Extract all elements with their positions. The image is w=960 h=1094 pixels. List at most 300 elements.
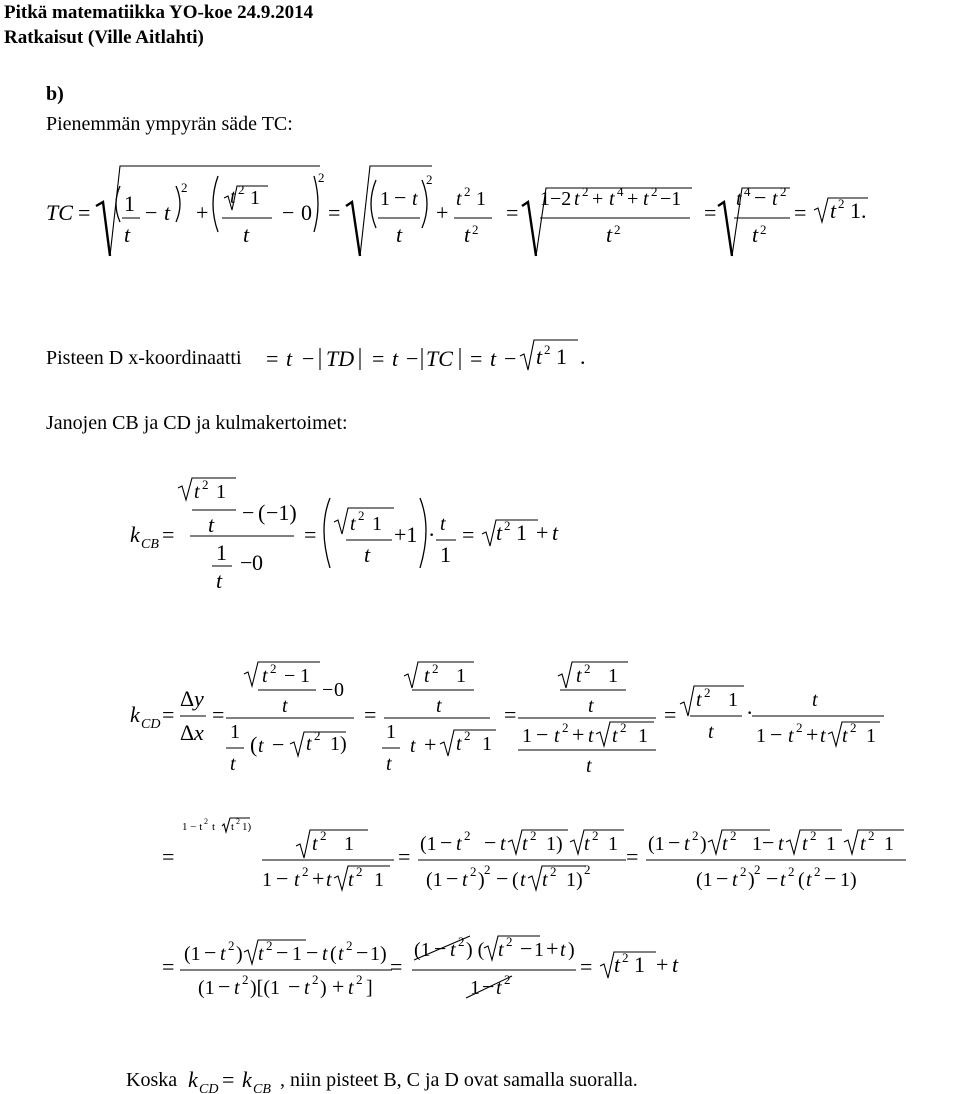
svg-text:t: t: [230, 186, 236, 208]
svg-text:1: 1: [556, 344, 567, 369]
svg-text:−: −: [520, 936, 533, 961]
svg-text:−: −: [276, 866, 289, 891]
svg-text:t: t: [496, 520, 503, 545]
tc-equation: [46, 166, 868, 256]
svg-text:1: 1: [884, 833, 894, 855]
svg-text:2: 2: [464, 828, 471, 843]
svg-text:t: t: [348, 977, 354, 999]
svg-text:t: t: [606, 222, 613, 247]
svg-text:2: 2: [730, 828, 737, 843]
svg-text:t: t: [778, 833, 784, 855]
svg-text:2: 2: [312, 972, 319, 987]
slopes-text: Janojen CB ja CD ja kulmakertoimet:: [46, 412, 348, 434]
svg-text:−: −: [240, 550, 253, 575]
svg-text:−: −: [288, 974, 301, 999]
svg-text:t: t: [536, 344, 543, 369]
conclusion-formula: [188, 1067, 271, 1094]
svg-text:2: 2: [470, 864, 477, 879]
svg-text:]: ]: [366, 977, 373, 999]
svg-text:t: t: [736, 188, 742, 210]
svg-text:+: +: [536, 520, 549, 545]
svg-text:(1: (1: [648, 833, 665, 855]
svg-text:): ): [478, 869, 485, 891]
svg-text:=: =: [470, 346, 483, 371]
svg-text:(1: (1: [420, 833, 437, 855]
svg-text:t: t: [258, 735, 264, 757]
svg-text:1: 1: [230, 721, 240, 743]
svg-text:t: t: [609, 188, 615, 210]
svg-text:(1: (1: [414, 939, 431, 961]
svg-text:2: 2: [838, 196, 845, 211]
svg-text:t: t: [722, 833, 728, 855]
svg-text:2: 2: [704, 685, 711, 700]
svg-text:(: (: [512, 869, 519, 891]
svg-text:t: t: [396, 222, 403, 247]
svg-text:+: +: [627, 188, 639, 210]
svg-text:=: =: [304, 522, 317, 547]
svg-text:CB: CB: [253, 1082, 271, 1094]
svg-text:2: 2: [868, 828, 875, 843]
svg-text:=: =: [506, 200, 519, 225]
svg-text:=: =: [462, 522, 475, 547]
kcd-equation-line3: [162, 934, 679, 999]
svg-text:t: t: [364, 542, 371, 567]
svg-text:t: t: [350, 513, 356, 535]
svg-text:t: t: [410, 735, 416, 757]
header-author: Ratkaisut (Ville Aitlahti): [4, 27, 204, 48]
svg-text:t: t: [830, 198, 837, 223]
svg-text:t: t: [842, 725, 848, 747]
svg-text:Δ: Δ: [180, 686, 195, 711]
svg-text:t: t: [588, 725, 594, 747]
svg-text:t: t: [614, 952, 621, 977]
svg-text:−: −: [484, 830, 497, 855]
svg-text:−: −: [306, 940, 319, 965]
svg-text:2: 2: [458, 934, 465, 949]
svg-text:=: =: [78, 200, 91, 225]
svg-text:=: =: [504, 702, 517, 727]
svg-text:1: 1: [380, 188, 390, 210]
svg-text:=: =: [364, 702, 377, 727]
svg-text:2: 2: [204, 817, 208, 826]
svg-text:2: 2: [796, 720, 803, 735]
svg-text:(: (: [798, 869, 805, 891]
svg-text:t: t: [696, 689, 702, 711]
svg-text:t: t: [780, 869, 786, 891]
svg-text:2: 2: [814, 864, 821, 879]
svg-text:+: +: [424, 732, 437, 757]
svg-text:+: +: [546, 936, 559, 961]
svg-text:t: t: [643, 188, 649, 210]
svg-text:0: 0: [334, 679, 344, 701]
svg-text:2: 2: [506, 934, 513, 949]
svg-text:t: t: [788, 725, 794, 747]
svg-text:t: t: [282, 695, 288, 717]
svg-text:t: t: [312, 833, 318, 855]
svg-text:=: =: [704, 200, 717, 225]
svg-text:−: −: [440, 830, 453, 855]
svg-text:4: 4: [617, 184, 624, 199]
svg-text:2: 2: [584, 661, 591, 676]
svg-text:1: 1: [440, 542, 451, 567]
svg-text:1: 1: [344, 833, 354, 855]
svg-text:CB: CB: [141, 537, 159, 552]
svg-text:t: t: [584, 833, 590, 855]
svg-text:+: +: [436, 200, 449, 225]
svg-text:1: 1: [522, 725, 532, 747]
svg-text:t: t: [612, 725, 618, 747]
svg-text:2: 2: [270, 661, 277, 676]
svg-text:−: −: [145, 200, 158, 225]
svg-text:1: 1: [866, 725, 876, 747]
svg-text:−1: −1: [660, 188, 682, 210]
svg-text:2: 2: [562, 720, 569, 735]
svg-text:2: 2: [760, 222, 767, 237]
svg-text:t: t: [456, 188, 462, 210]
svg-text:1: 1: [516, 520, 527, 545]
svg-text:t: t: [124, 222, 131, 247]
svg-text:TD: TD: [326, 346, 355, 371]
svg-text:2: 2: [472, 222, 479, 237]
svg-text:−: −: [536, 722, 549, 747]
svg-text:): ): [320, 977, 327, 999]
svg-text:2: 2: [202, 477, 209, 492]
svg-text:2: 2: [651, 184, 658, 199]
svg-text:−: −: [824, 866, 837, 891]
svg-text:.: .: [580, 344, 586, 369]
svg-text:1: 1: [216, 481, 226, 503]
svg-text:1: 1: [728, 689, 738, 711]
svg-text:−1): −1): [266, 500, 297, 525]
svg-text:k: k: [242, 1067, 252, 1092]
svg-text:2: 2: [544, 342, 551, 357]
svg-text:−: −: [434, 936, 447, 961]
svg-text:1: 1: [374, 869, 384, 891]
svg-text:1): 1): [546, 833, 563, 855]
svg-text:2: 2: [432, 661, 439, 676]
svg-text:1: 1: [300, 665, 310, 687]
svg-text:t: t: [338, 943, 344, 965]
svg-text:t: t: [230, 753, 236, 775]
svg-text:t: t: [392, 346, 399, 371]
svg-text:1: 1: [250, 187, 260, 209]
svg-text:t: t: [752, 222, 759, 247]
svg-text:2: 2: [788, 864, 795, 879]
svg-text:t: t: [490, 346, 497, 371]
svg-text:TC: TC: [46, 200, 73, 225]
svg-text:(: (: [258, 500, 266, 525]
svg-text:1: 1: [608, 833, 618, 855]
conclusion-suffix: , niin pisteet B, C ja D ovat samalla suoralla.: [280, 1069, 638, 1091]
svg-text:t: t: [588, 695, 594, 717]
svg-text:t: t: [306, 733, 312, 755]
svg-text:1: 1: [634, 952, 645, 977]
svg-text:+: +: [332, 974, 345, 999]
svg-text:k: k: [130, 702, 140, 727]
svg-text:2: 2: [358, 508, 365, 523]
svg-text:t: t: [500, 833, 506, 855]
svg-text:−: −: [482, 974, 495, 999]
svg-text:=: =: [390, 954, 403, 979]
svg-text:t: t: [732, 869, 738, 891]
svg-text:2: 2: [810, 828, 817, 843]
svg-text:t: t: [456, 733, 462, 755]
svg-text:): ): [700, 833, 707, 855]
svg-text:t: t: [294, 869, 300, 891]
svg-text:−: −: [302, 346, 315, 371]
svg-text:t: t: [498, 939, 504, 961]
kcd-equation-line2: [162, 817, 906, 891]
svg-text:t: t: [262, 665, 268, 687]
svg-text:t: t: [574, 188, 580, 210]
svg-text:−: −: [204, 940, 217, 965]
svg-text:Δ: Δ: [180, 720, 195, 745]
section-label: b): [46, 83, 64, 105]
kcb-equation: [130, 477, 559, 593]
svg-text:t: t: [542, 869, 548, 891]
svg-text:1: 1: [456, 665, 466, 687]
svg-text:t: t: [164, 200, 171, 225]
svg-text:2: 2: [236, 817, 240, 826]
svg-text:2: 2: [484, 862, 491, 877]
svg-text:1): 1): [330, 733, 347, 755]
svg-text:2: 2: [426, 172, 433, 187]
svg-text:t: t: [554, 725, 560, 747]
svg-text:t: t: [208, 512, 215, 537]
svg-text:2: 2: [504, 972, 511, 987]
svg-text:1: 1: [482, 733, 492, 755]
svg-text:t: t: [522, 833, 528, 855]
svg-text:=: =: [328, 200, 341, 225]
svg-text:−: −: [716, 866, 729, 891]
svg-text:t: t: [243, 222, 250, 247]
svg-text:1: 1: [756, 725, 766, 747]
svg-text:=: =: [222, 1067, 235, 1092]
svg-text:+: +: [312, 866, 325, 891]
svg-text:(: (: [330, 943, 337, 965]
kcd-equation: [130, 661, 884, 777]
svg-text:t: t: [212, 821, 216, 833]
svg-text:2: 2: [582, 184, 589, 199]
svg-text:t: t: [436, 695, 442, 717]
svg-text:t: t: [802, 833, 808, 855]
svg-text:−: −: [504, 346, 517, 371]
svg-text:0: 0: [301, 200, 312, 225]
svg-text:t: t: [806, 869, 812, 891]
x-coordinate-equation: [266, 340, 586, 371]
svg-text:−: −: [668, 830, 681, 855]
svg-text:1: 1: [638, 725, 648, 747]
svg-text:2: 2: [754, 862, 761, 877]
svg-text:2: 2: [620, 720, 627, 735]
svg-text:t: t: [440, 513, 446, 535]
svg-text:2: 2: [318, 170, 325, 185]
svg-text:1: 1: [470, 977, 480, 999]
svg-text:+: +: [806, 722, 819, 747]
svg-text:1−2: 1−2: [540, 188, 572, 210]
svg-text:): ): [236, 943, 243, 965]
svg-text:−: −: [406, 346, 419, 371]
svg-text:=: =: [266, 346, 279, 371]
svg-text:t: t: [812, 689, 818, 711]
svg-text:1): 1): [840, 869, 857, 891]
svg-text:2: 2: [550, 864, 557, 879]
svg-text:−: −: [394, 185, 407, 210]
svg-text:−: −: [322, 679, 334, 701]
svg-text:t: t: [586, 755, 592, 777]
svg-text:t: t: [286, 346, 293, 371]
svg-text:=: =: [162, 954, 175, 979]
svg-text:k: k: [188, 1067, 198, 1092]
svg-text:=: =: [626, 844, 639, 869]
svg-text:t: t: [258, 943, 264, 965]
svg-text:−: −: [218, 974, 231, 999]
svg-text:2: 2: [346, 938, 353, 953]
svg-text:t: t: [424, 665, 430, 687]
svg-text:x: x: [194, 720, 204, 745]
svg-text:=: =: [398, 844, 411, 869]
svg-text:−: −: [284, 665, 296, 687]
svg-text:1.: 1.: [850, 198, 867, 223]
svg-text:1: 1: [386, 721, 396, 743]
svg-text:2: 2: [242, 972, 249, 987]
svg-text:1: 1: [372, 513, 382, 535]
svg-text:(1: (1: [198, 977, 215, 999]
svg-text:1): 1): [566, 869, 583, 891]
svg-text:(1: (1: [184, 943, 201, 965]
svg-text:t: t: [231, 821, 235, 833]
svg-text:2: 2: [228, 938, 235, 953]
svg-text:−: −: [272, 732, 285, 757]
svg-text:=: =: [794, 200, 807, 225]
svg-text:=: =: [664, 702, 677, 727]
svg-text:+1: +1: [394, 522, 418, 547]
svg-text:t: t: [772, 188, 778, 210]
svg-text:t: t: [220, 943, 226, 965]
svg-text:2: 2: [780, 184, 787, 199]
svg-text:−: −: [496, 866, 509, 891]
svg-text:2: 2: [464, 728, 471, 743]
svg-text:1: 1: [262, 869, 272, 891]
svg-text:2: 2: [181, 180, 188, 195]
svg-text:−: −: [766, 866, 779, 891]
svg-text:t: t: [520, 869, 526, 891]
svg-text:+: +: [572, 722, 585, 747]
svg-text:2: 2: [614, 222, 621, 237]
svg-text:=: =: [372, 346, 385, 371]
svg-text:t: t: [684, 833, 690, 855]
svg-text:2: 2: [740, 864, 747, 879]
svg-text:t: t: [234, 977, 240, 999]
svg-text:2: 2: [356, 972, 363, 987]
svg-text:t: t: [450, 939, 456, 961]
svg-text:t: t: [672, 952, 679, 977]
svg-text:t: t: [576, 665, 582, 687]
svg-text:2: 2: [592, 828, 599, 843]
svg-text:t: t: [216, 568, 223, 593]
svg-text:2: 2: [356, 864, 363, 879]
svg-text:1: 1: [292, 943, 302, 965]
svg-text:·: ·: [746, 700, 754, 725]
conclusion-prefix: Koska: [126, 1069, 178, 1091]
svg-text:t: t: [304, 977, 310, 999]
svg-text:4: 4: [744, 184, 751, 199]
svg-text:t: t: [462, 869, 468, 891]
svg-text:=: =: [162, 702, 175, 727]
svg-text:t: t: [456, 833, 462, 855]
svg-text:1: 1: [216, 540, 227, 565]
svg-text:2: 2: [464, 184, 471, 199]
svg-text:k: k: [130, 522, 140, 547]
header-title: Pitkä matematiikka YO-koe 24.9.2014: [4, 2, 314, 23]
svg-text:+: +: [656, 952, 669, 977]
svg-text:1: 1: [826, 833, 836, 855]
x-coordinate-text: Pisteen D x-koordinaatti: [46, 347, 242, 369]
svg-text:t: t: [464, 222, 471, 247]
svg-text:1: 1: [752, 833, 762, 855]
svg-text:1: 1: [608, 665, 618, 687]
svg-text:t: t: [348, 869, 354, 891]
svg-text:(1: (1: [426, 869, 443, 891]
svg-text:TC: TC: [426, 346, 453, 371]
svg-text:2: 2: [504, 518, 511, 533]
svg-text:t: t: [708, 721, 714, 743]
svg-text:−: −: [770, 722, 783, 747]
svg-text:−: −: [762, 830, 775, 855]
svg-text:): ): [748, 869, 755, 891]
svg-text:) (: ) (: [466, 939, 485, 961]
svg-text:−: −: [356, 940, 369, 965]
svg-text:2: 2: [622, 950, 629, 965]
svg-text:1): 1): [242, 821, 252, 833]
svg-text:t: t: [386, 753, 392, 775]
svg-text:t: t: [860, 833, 866, 855]
svg-text:1: 1: [124, 191, 135, 216]
svg-text:·: ·: [428, 522, 436, 547]
svg-text:t: t: [552, 520, 559, 545]
svg-text:)[(1: )[(1: [250, 977, 280, 999]
svg-text:2: 2: [584, 862, 591, 877]
svg-text:=: =: [212, 702, 225, 727]
svg-text:(: (: [250, 732, 258, 757]
svg-text:CD: CD: [199, 1082, 219, 1094]
svg-text:−: −: [754, 185, 767, 210]
svg-text:2: 2: [314, 728, 321, 743]
svg-text:−: −: [446, 866, 459, 891]
svg-text:2: 2: [320, 828, 327, 843]
svg-text:=: =: [580, 954, 593, 979]
svg-text:1): 1): [370, 943, 387, 965]
svg-text:t: t: [560, 939, 566, 961]
svg-text:2: 2: [530, 828, 537, 843]
svg-text:): ): [568, 939, 575, 961]
svg-text:−: −: [276, 940, 289, 965]
svg-text:+: +: [196, 200, 209, 225]
svg-text:=: =: [162, 522, 175, 547]
svg-text:t: t: [820, 725, 826, 747]
svg-text:y: y: [194, 686, 204, 711]
svg-text:t: t: [322, 943, 328, 965]
svg-text:+: +: [592, 188, 604, 210]
svg-text:2: 2: [850, 720, 857, 735]
svg-text:1: 1: [476, 188, 486, 210]
svg-text:1 − t: 1 − t: [182, 821, 203, 833]
svg-text:2: 2: [692, 828, 699, 843]
svg-text:0: 0: [252, 550, 263, 575]
svg-text:t: t: [412, 188, 418, 210]
svg-text:−: −: [282, 200, 295, 225]
svg-text:−: −: [242, 500, 255, 525]
